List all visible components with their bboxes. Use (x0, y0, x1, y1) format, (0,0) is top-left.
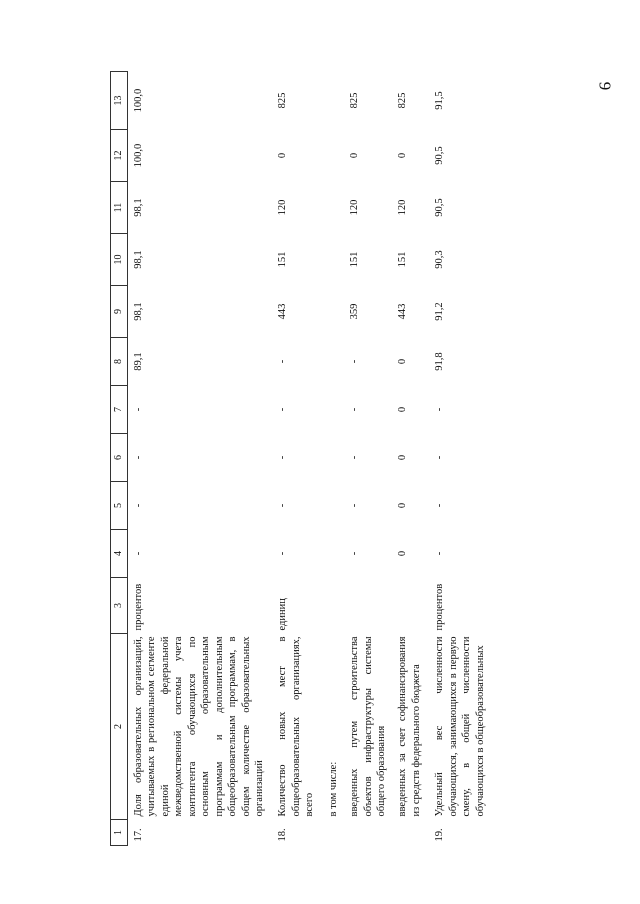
col-header: 7 (111, 386, 128, 434)
row-value: - (133, 455, 144, 460)
row-value: - (434, 407, 446, 412)
row-value: 120 (349, 199, 361, 216)
row-number (323, 820, 346, 846)
row-value (323, 182, 346, 234)
row-description: в том числе: (327, 761, 339, 817)
row-value: 98,1 (133, 250, 144, 269)
col-header: 9 (111, 286, 128, 338)
row-value: - (434, 503, 446, 508)
row-value: 90,5 (434, 198, 446, 217)
table-row (394, 72, 429, 846)
col-header: 13 (111, 72, 128, 130)
table-row (323, 72, 346, 846)
col-header: 2 (111, 634, 128, 820)
col-header: 8 (111, 338, 128, 386)
row-number: 18. (277, 828, 289, 842)
col-header: 3 (111, 578, 128, 634)
row-number (394, 820, 429, 846)
row-value: 98,1 (133, 302, 144, 321)
row-value: - (277, 407, 289, 412)
row-value: 90,3 (434, 250, 446, 269)
row-unit: процентов (133, 583, 144, 631)
row-value: - (133, 551, 144, 556)
rotated-table-container (110, 72, 520, 846)
row-value (323, 72, 346, 130)
row-value: 90,5 (434, 146, 446, 165)
row-value: 151 (277, 251, 289, 268)
row-value: 0 (397, 550, 409, 557)
indicators-table (110, 71, 493, 846)
row-value: 0 (349, 152, 361, 159)
row-value: 100,0 (133, 143, 144, 168)
row-value: 359 (349, 303, 361, 320)
col-header: 5 (111, 482, 128, 530)
row-value (323, 434, 346, 482)
row-value: 0 (397, 406, 409, 413)
row-value (323, 338, 346, 386)
table-row (128, 72, 273, 846)
row-value (323, 234, 346, 286)
row-value: 151 (397, 251, 409, 268)
row-value: - (349, 407, 361, 412)
row-value: - (349, 359, 361, 364)
row-number: 19. (434, 828, 446, 842)
row-value: 0 (277, 152, 289, 159)
row-unit (346, 578, 394, 634)
row-value: - (277, 551, 289, 556)
row-value: 825 (277, 92, 289, 109)
row-value: - (133, 407, 144, 412)
row-value: - (349, 455, 361, 460)
row-value: 0 (397, 502, 409, 509)
row-unit: процентов (434, 583, 446, 631)
table-body (128, 72, 494, 846)
row-description: Количество новых мест в общеобразовательных организациях, всего (277, 636, 316, 817)
row-value: 443 (277, 303, 289, 320)
row-value: - (349, 503, 361, 508)
row-value: 91,8 (434, 352, 446, 371)
row-value (323, 130, 346, 182)
row-description: Удельный вес численности обучающихся, занимающихся в первую смену, в общей численности обучающихся в общеобразовательных (434, 636, 486, 817)
row-value: - (434, 551, 446, 556)
row-value: 151 (349, 251, 361, 268)
row-value: 120 (397, 199, 409, 216)
row-value: - (133, 503, 144, 508)
row-value: - (277, 503, 289, 508)
row-value: 91,2 (434, 302, 446, 321)
row-description: Доля образовательных организаций, учитываемых в региональном сегменте единой федеральной межведомственной системы учета контингента обучающихся по основным образовательным программам и дополнительным общеобразовательным программам, в общем количестве образовательных организаций (133, 636, 265, 817)
row-value: 0 (397, 454, 409, 461)
row-number (346, 820, 394, 846)
row-value: - (434, 455, 446, 460)
row-value: 0 (397, 152, 409, 159)
row-description: введенных путем строительства объектов инфраструктуры системы общего образования (349, 636, 387, 817)
table-row (272, 72, 322, 846)
row-value: - (277, 359, 289, 364)
col-header: 12 (111, 130, 128, 182)
row-value: - (277, 455, 289, 460)
row-value: 100,0 (133, 88, 144, 113)
row-value: 120 (277, 199, 289, 216)
row-value (323, 386, 346, 434)
row-value: - (349, 551, 361, 556)
table-row (346, 72, 394, 846)
col-header: 1 (111, 820, 128, 846)
row-value (323, 530, 346, 578)
row-value: 98,1 (133, 198, 144, 217)
col-header: 10 (111, 234, 128, 286)
col-header: 11 (111, 182, 128, 234)
page-number: 9 (595, 81, 615, 91)
col-header: 6 (111, 434, 128, 482)
row-value: 825 (349, 92, 361, 109)
row-unit: единиц (277, 598, 289, 631)
row-unit (394, 578, 429, 634)
header-row (111, 72, 128, 846)
row-unit (323, 578, 346, 634)
row-value: 825 (397, 92, 409, 109)
row-value: 0 (397, 358, 409, 365)
row-value: 91,5 (434, 91, 446, 110)
row-value (323, 482, 346, 530)
row-value (323, 286, 346, 338)
row-value: 89,1 (133, 352, 144, 371)
table-row (429, 72, 493, 846)
col-header: 4 (111, 530, 128, 578)
row-number: 17. (133, 828, 144, 842)
row-description: введенных за счет софинансирования из средств федерального бюджета (397, 636, 422, 817)
row-value: 443 (397, 303, 409, 320)
